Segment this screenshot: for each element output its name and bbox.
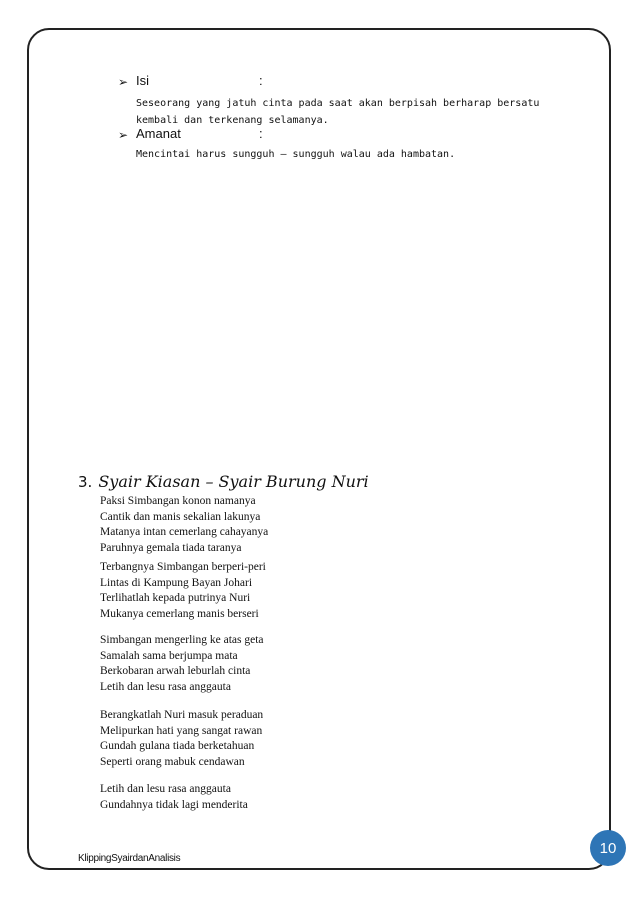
- poem-line: Paksi Simbangan konon namanya: [100, 495, 256, 507]
- poem-line: Cantik dan manis sekalian lakunya: [100, 510, 261, 523]
- stanza-5: [100, 782, 248, 813]
- section-number: 3.: [78, 473, 93, 491]
- poem-line: Berkobaran arwah leburlah cinta: [100, 665, 251, 677]
- footer-title: KlippingSyairdanAnalisis: [78, 853, 181, 864]
- stanza-1: [100, 494, 268, 556]
- poem-line: Seperti orang mabuk cendawan: [100, 755, 245, 768]
- poem-line: Matanya intan cemerlang cahayanya: [100, 526, 269, 538]
- isi-value: Seseorang yang jatuh cinta pada saat akan berpisah berharap bersatu kembali dan terkenang selamanya.: [136, 98, 540, 126]
- poem-line: Terlihatlah kepada putrinya Nuri: [100, 592, 251, 604]
- page-number-badge: [590, 830, 626, 866]
- poem-line: Lintas di Kampung Bayan Johari: [100, 576, 253, 589]
- stanza-2: [100, 560, 266, 622]
- poem-line: Letih dan lesu rasa anggauta: [100, 783, 231, 795]
- poem-line: Simbangan mengerling ke atas geta: [100, 634, 264, 646]
- poem-line: Paruhnya gemala tiada taranya: [100, 541, 242, 554]
- poem-line: Letih dan lesu rasa anggauta: [100, 680, 231, 693]
- poem-line: Mukanya cemerlang manis berseri: [100, 607, 259, 620]
- arrow-bullet-icon: ➢: [118, 128, 129, 142]
- poem-line: Gundah gulana tiada berketahuan: [100, 740, 255, 752]
- amanat-label: Amanat: [136, 126, 181, 141]
- poem-line: Samalah sama berjumpa mata: [100, 649, 238, 662]
- page-number: 10: [599, 839, 617, 857]
- stanza-4: [100, 708, 263, 770]
- amanat-value: Mencintai harus sungguh – sungguh walau ada hambatan.: [136, 149, 456, 160]
- arrow-bullet-icon: ➢: [118, 75, 129, 89]
- poem-line: Gundahnya tidak lagi menderita: [100, 798, 248, 811]
- stanza-3: [100, 633, 264, 695]
- amanat-colon: :: [259, 126, 263, 141]
- poem-line: Terbangnya Simbangan berperi-peri: [100, 561, 266, 573]
- section-title: Syair Kiasan – Syair Burung Nuri: [98, 472, 369, 491]
- section-heading: [78, 472, 369, 491]
- poem-line: Melipurkan hati yang sangat rawan: [100, 724, 263, 737]
- isi-label: Isi: [136, 73, 149, 88]
- poem-line: Berangkatlah Nuri masuk peraduan: [100, 709, 264, 721]
- isi-colon: :: [259, 73, 263, 88]
